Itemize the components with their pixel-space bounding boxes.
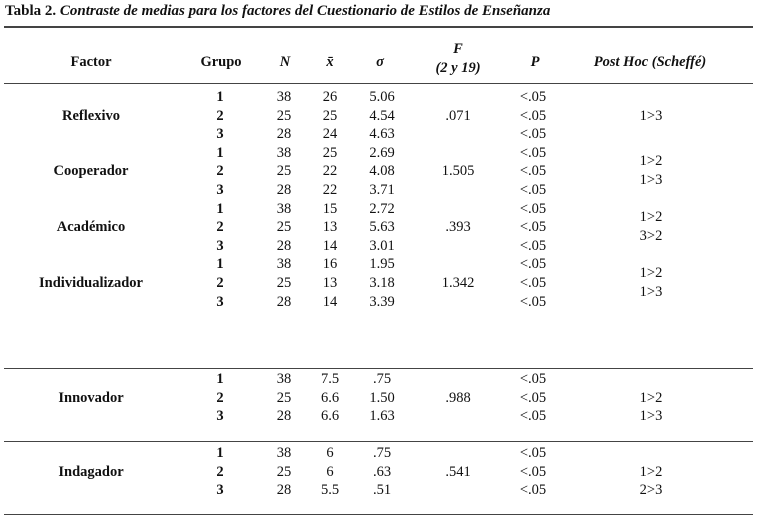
mean-cell: 5.5 xyxy=(320,482,340,498)
posthoc-value: 1>3 xyxy=(639,408,663,424)
p-cell: <.05 xyxy=(519,126,547,142)
grupo-cell: 3 xyxy=(216,126,224,142)
grupo-cell: 3 xyxy=(216,238,224,254)
grupo-cell: 3 xyxy=(216,408,224,424)
posthoc-value: 2>3 xyxy=(639,482,663,498)
p-cell: <.05 xyxy=(519,371,547,387)
group-divider xyxy=(4,368,753,369)
sd-cell: .75 xyxy=(372,445,392,461)
n-cell: 25 xyxy=(276,219,292,235)
sd-cell: 3.18 xyxy=(369,275,395,291)
posthoc-value: 3>2 xyxy=(639,228,663,244)
mean-cell: 6 xyxy=(326,445,334,461)
sd-cell: 2.72 xyxy=(369,201,395,217)
factor-name: Innovador xyxy=(58,390,124,406)
f-value: .988 xyxy=(445,390,471,406)
n-cell: 38 xyxy=(276,445,292,461)
grupo-cell: 1 xyxy=(216,445,224,461)
f-value: .071 xyxy=(445,108,471,124)
sd-cell: 4.54 xyxy=(369,108,395,124)
group-divider xyxy=(4,441,753,442)
f-value: .541 xyxy=(445,464,471,480)
sd-cell: 1.63 xyxy=(369,408,395,424)
mean-cell: 6.6 xyxy=(320,390,340,406)
n-cell: 38 xyxy=(276,256,292,272)
mean-cell: 25 xyxy=(322,145,338,161)
n-cell: 38 xyxy=(276,371,292,387)
p-cell: <.05 xyxy=(519,182,547,198)
p-cell: <.05 xyxy=(519,464,547,480)
p-cell: <.05 xyxy=(519,201,547,217)
n-cell: 25 xyxy=(276,163,292,179)
grupo-cell: 2 xyxy=(216,464,224,480)
n-cell: 25 xyxy=(276,390,292,406)
grupo-cell: 1 xyxy=(216,201,224,217)
sd-cell: 5.63 xyxy=(369,219,395,235)
posthoc-value: 1>2 xyxy=(639,390,663,406)
sd-cell: 5.06 xyxy=(369,89,395,105)
n-cell: 38 xyxy=(276,201,292,217)
n-cell: 38 xyxy=(276,89,292,105)
posthoc-value: 1>2 xyxy=(639,464,663,480)
sd-cell: 2.69 xyxy=(369,145,395,161)
sd-cell: 1.50 xyxy=(369,390,395,406)
mean-cell: 6.6 xyxy=(320,408,340,424)
posthoc-value: 1>2 xyxy=(639,153,663,169)
sd-cell: 1.95 xyxy=(369,256,395,272)
p-cell: <.05 xyxy=(519,390,547,406)
sd-cell: 3.01 xyxy=(369,238,395,254)
p-cell: <.05 xyxy=(519,219,547,235)
mean-cell: 24 xyxy=(322,126,338,142)
p-cell: <.05 xyxy=(519,294,547,310)
header-n: N xyxy=(279,54,291,70)
header-rule xyxy=(4,83,753,84)
factor-name: Individualizador xyxy=(39,275,143,291)
sd-cell: 3.71 xyxy=(369,182,395,198)
grupo-cell: 1 xyxy=(216,89,224,105)
f-value: .393 xyxy=(445,219,471,235)
header-f-df: (2 y 19) xyxy=(435,60,481,76)
grupo-cell: 2 xyxy=(216,163,224,179)
sd-cell: .51 xyxy=(372,482,392,498)
grupo-cell: 2 xyxy=(216,275,224,291)
n-cell: 28 xyxy=(276,482,292,498)
factor-name: Cooperador xyxy=(53,163,129,179)
mean-cell: 14 xyxy=(322,238,338,254)
top-rule xyxy=(4,26,753,28)
p-cell: <.05 xyxy=(519,145,547,161)
mean-cell: 22 xyxy=(322,163,338,179)
mean-cell: 7.5 xyxy=(320,371,340,387)
posthoc-value: 1>3 xyxy=(639,108,663,124)
header-factor: Factor xyxy=(70,54,112,70)
grupo-cell: 1 xyxy=(216,145,224,161)
factor-name: Académico xyxy=(56,219,126,235)
p-cell: <.05 xyxy=(519,89,547,105)
n-cell: 25 xyxy=(276,108,292,124)
n-cell: 25 xyxy=(276,464,292,480)
mean-cell: 13 xyxy=(322,275,338,291)
posthoc-value: 1>3 xyxy=(639,172,663,188)
mean-cell: 16 xyxy=(322,256,338,272)
grupo-cell: 2 xyxy=(216,108,224,124)
n-cell: 28 xyxy=(276,238,292,254)
grupo-cell: 3 xyxy=(216,482,224,498)
p-cell: <.05 xyxy=(519,408,547,424)
mean-cell: 26 xyxy=(322,89,338,105)
grupo-cell: 2 xyxy=(216,219,224,235)
mean-cell: 22 xyxy=(322,182,338,198)
grupo-cell: 3 xyxy=(216,294,224,310)
p-cell: <.05 xyxy=(519,482,547,498)
header-posthoc: Post Hoc (Scheffé) xyxy=(593,54,707,70)
n-cell: 28 xyxy=(276,182,292,198)
n-cell: 25 xyxy=(276,275,292,291)
f-value: 1.505 xyxy=(441,163,475,179)
mean-cell: 13 xyxy=(322,219,338,235)
table-caption xyxy=(5,3,550,20)
factor-name: Reflexivo xyxy=(62,108,120,124)
caption-label: Tabla 2. xyxy=(5,3,57,19)
p-cell: <.05 xyxy=(519,275,547,291)
n-cell: 28 xyxy=(276,126,292,142)
grupo-cell: 2 xyxy=(216,390,224,406)
factor-name: Indagador xyxy=(58,464,124,480)
p-cell: <.05 xyxy=(519,238,547,254)
grupo-cell: 1 xyxy=(216,371,224,387)
posthoc-value: 1>3 xyxy=(639,284,663,300)
caption-title: Contraste de medias para los factores del Cuestionario de Estilos de Enseñanza xyxy=(59,3,551,19)
header-mean: x̄ xyxy=(326,54,334,70)
header-f: F xyxy=(453,41,463,57)
posthoc-value: 1>2 xyxy=(639,265,663,281)
sd-cell: .75 xyxy=(372,371,392,387)
mean-cell: 25 xyxy=(322,108,338,124)
n-cell: 28 xyxy=(276,408,292,424)
sd-cell: .63 xyxy=(372,464,392,480)
p-cell: <.05 xyxy=(519,163,547,179)
n-cell: 38 xyxy=(276,145,292,161)
p-cell: <.05 xyxy=(519,108,547,124)
posthoc-value: 1>2 xyxy=(639,209,663,225)
p-cell: <.05 xyxy=(519,256,547,272)
header-grupo: Grupo xyxy=(200,54,242,70)
mean-cell: 6 xyxy=(326,464,334,480)
n-cell: 28 xyxy=(276,294,292,310)
mean-cell: 14 xyxy=(322,294,338,310)
p-cell: <.05 xyxy=(519,445,547,461)
bottom-rule xyxy=(4,514,753,515)
sd-cell: 3.39 xyxy=(369,294,395,310)
header-sd: σ xyxy=(376,54,384,70)
grupo-cell: 3 xyxy=(216,182,224,198)
grupo-cell: 1 xyxy=(216,256,224,272)
f-value: 1.342 xyxy=(441,275,475,291)
mean-cell: 15 xyxy=(322,201,338,217)
sd-cell: 4.08 xyxy=(369,163,395,179)
header-p: P xyxy=(530,54,540,70)
sd-cell: 4.63 xyxy=(369,126,395,142)
